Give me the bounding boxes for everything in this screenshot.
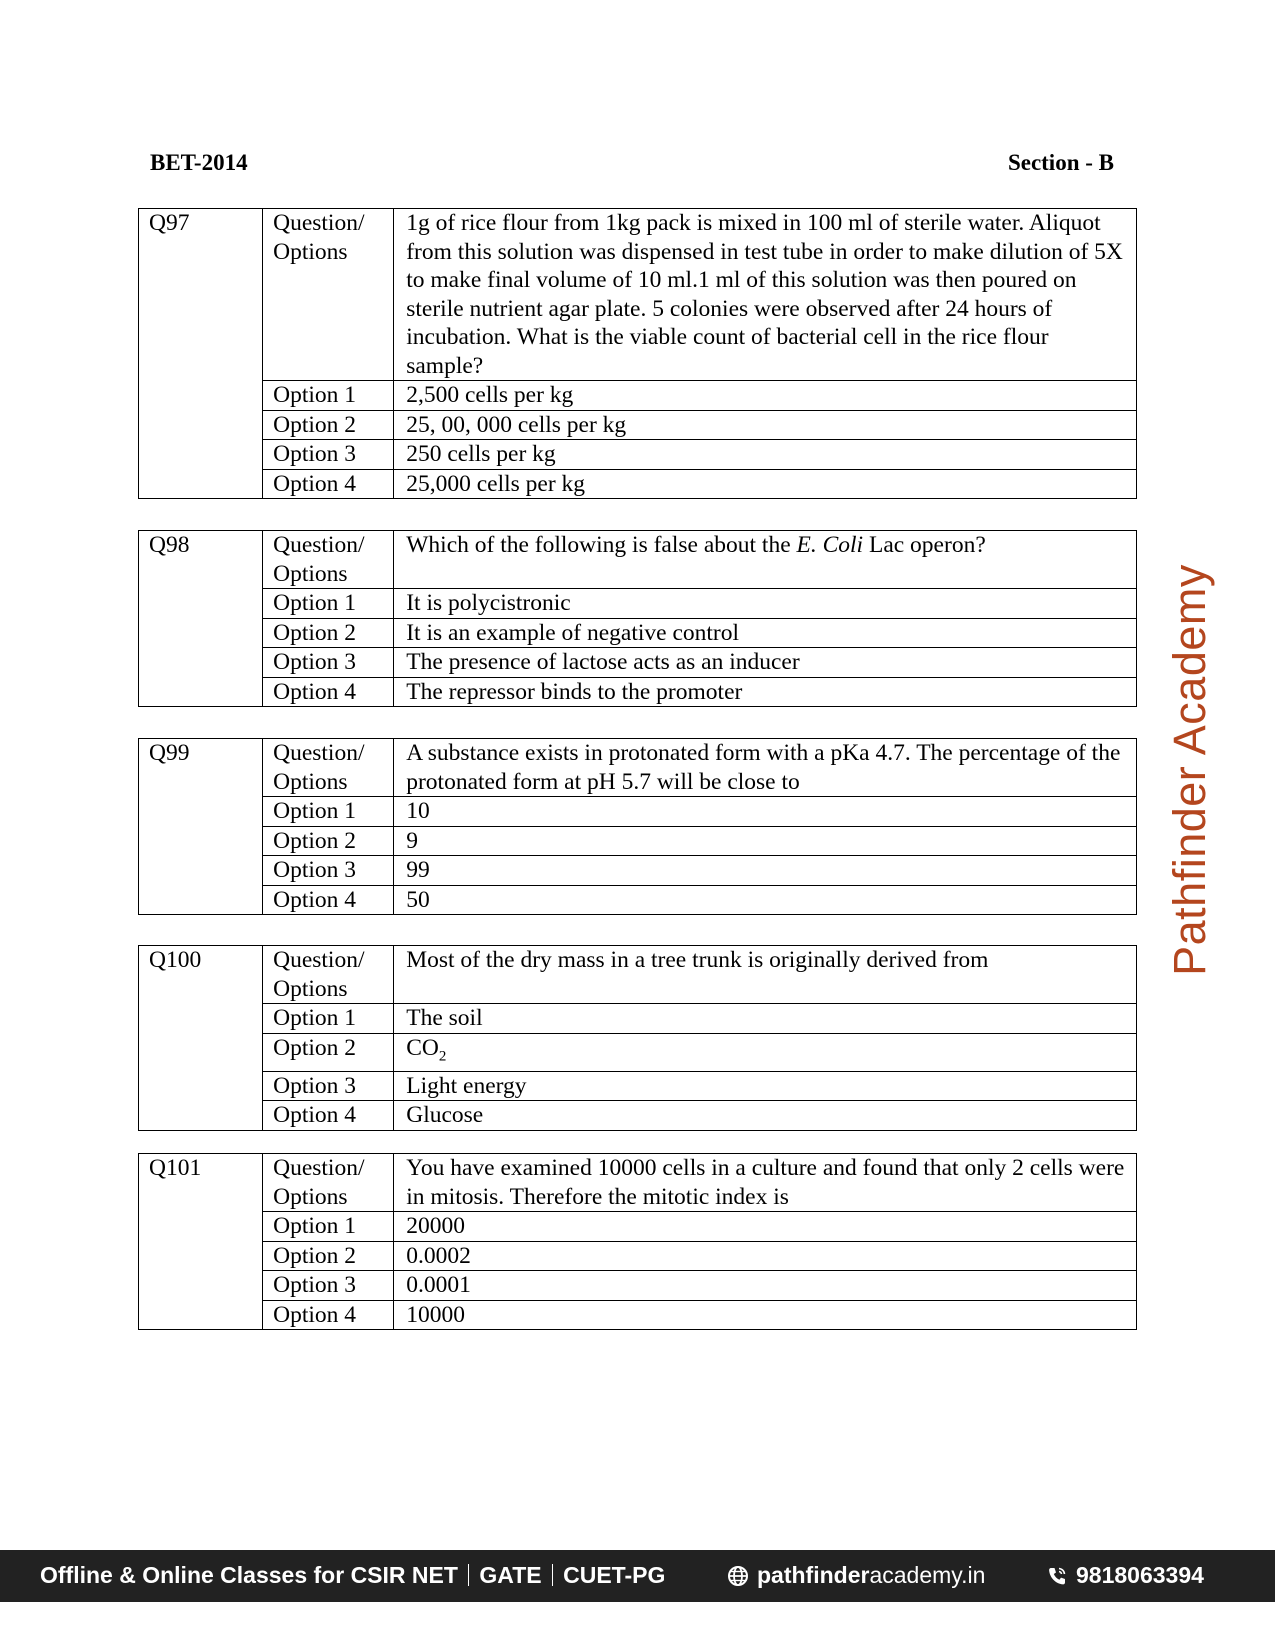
footer-cuet: CUET-PG [563, 1562, 666, 1588]
option-label: Option 1 [263, 797, 394, 827]
option-label: Option 1 [263, 589, 394, 619]
option-text: 10000 [394, 1300, 1137, 1330]
option-label: Option 2 [263, 1241, 394, 1271]
question-table-q98 [138, 530, 1137, 707]
question-number: Q99 [139, 739, 263, 915]
footer-classes: Offline & Online Classes for CSIR NET GATE CUET-PG [40, 1562, 666, 1588]
option-text: It is an example of negative control [394, 618, 1137, 648]
option-label: Option 4 [263, 1300, 394, 1330]
option-text: Light energy [394, 1071, 1137, 1101]
option-text: 20000 [394, 1212, 1137, 1242]
option-text: 99 [394, 856, 1137, 886]
option-text: 25, 00, 000 cells per kg [394, 410, 1137, 440]
option-label: Option 2 [263, 826, 394, 856]
option-label: Option 1 [263, 1004, 394, 1034]
question-text: 1g of rice flour from 1kg pack is mixed in 100 ml of sterile water. Aliquot from this solution was dispensed in test tube in order to make dilution of 5X to make final volume of 10 ml.1 ml of this solution was then poured on sterile nutrient agar plate. 5 colonies were observed after 24 hours of incubation. What is the viable count of bacterial cell in the rice flour sample? [394, 209, 1137, 381]
option-label: Option 3 [263, 856, 394, 886]
option-label: Option 4 [263, 885, 394, 915]
question-text: A substance exists in protonated form with a pKa 4.7. The percentage of the protonated form at pH 5.7 will be close to [394, 739, 1137, 797]
question-label: Question/ Options [263, 946, 394, 1004]
question-table-q100 [138, 945, 1137, 1131]
option-text: The repressor binds to the promoter [394, 677, 1137, 707]
option-label: Option 2 [263, 1033, 394, 1071]
option-label: Option 2 [263, 410, 394, 440]
question-text: You have examined 10000 cells in a culture and found that only 2 cells were in mitosis. Therefore the mitotic index is [394, 1154, 1137, 1212]
question-number: Q101 [139, 1154, 263, 1330]
organism-name: E. Coli [796, 532, 864, 558]
option-text: 250 cells per kg [394, 440, 1137, 470]
option-text: $CO_2$ [394, 1033, 1137, 1071]
option-label: Option 3 [263, 440, 394, 470]
option-label: Option 1 [263, 1212, 394, 1242]
question-number: Q100 [139, 946, 263, 1131]
section-title: Section - B [1007, 150, 1114, 175]
option-label: Option 1 [263, 381, 394, 411]
exam-title: BET-2014 [150, 150, 248, 175]
question-label: Question/ Options [263, 531, 394, 589]
watermark: Pathfinder Academy [1164, 564, 1215, 976]
question-table-q97 [138, 208, 1137, 499]
option-text: 9 [394, 826, 1137, 856]
subscript: 2 [438, 1048, 447, 1065]
option-text: Glucose [394, 1101, 1137, 1131]
question-label: Question/ Options [263, 1154, 394, 1212]
question-number: Q97 [139, 209, 263, 499]
option-text: 0.0001 [394, 1271, 1137, 1301]
footer-banner [0, 1550, 1275, 1602]
question-number: Q98 [139, 531, 263, 707]
option-label: Option 4 [263, 469, 394, 499]
option-label: Option 3 [263, 648, 394, 678]
option-label: Option 4 [263, 677, 394, 707]
question-text: Most of the dry mass in a tree trunk is originally derived from [394, 946, 1137, 1004]
option-text: 10 [394, 797, 1137, 827]
question-label: Question/ Options [263, 739, 394, 797]
footer-website-link[interactable]: pathfinderacademy.in [727, 1562, 985, 1589]
globe-icon [727, 1565, 749, 1587]
question-label: Question/ Options [263, 209, 394, 381]
option-text: 2,500 cells per kg [394, 381, 1137, 411]
option-text: The soil [394, 1004, 1137, 1034]
option-label: Option 3 [263, 1071, 394, 1101]
question-table-q101 [138, 1153, 1137, 1330]
option-text: 25,000 cells per kg [394, 469, 1137, 499]
option-label: Option 4 [263, 1101, 394, 1131]
footer-gate: GATE [479, 1562, 542, 1588]
option-text: 0.0002 [394, 1241, 1137, 1271]
phone-icon [1046, 1565, 1068, 1587]
option-text: 50 [394, 885, 1137, 915]
option-label: Option 2 [263, 618, 394, 648]
option-text: The presence of lactose acts as an inducer [394, 648, 1137, 678]
page-header [150, 150, 1114, 176]
question-text: Which of the following is false about the E. Coli Lac operon? [394, 531, 1137, 589]
option-label: Option 3 [263, 1271, 394, 1301]
option-text: It is polycistronic [394, 589, 1137, 619]
question-table-q99 [138, 738, 1137, 915]
footer-phone[interactable]: 9818063394 [1046, 1562, 1204, 1589]
